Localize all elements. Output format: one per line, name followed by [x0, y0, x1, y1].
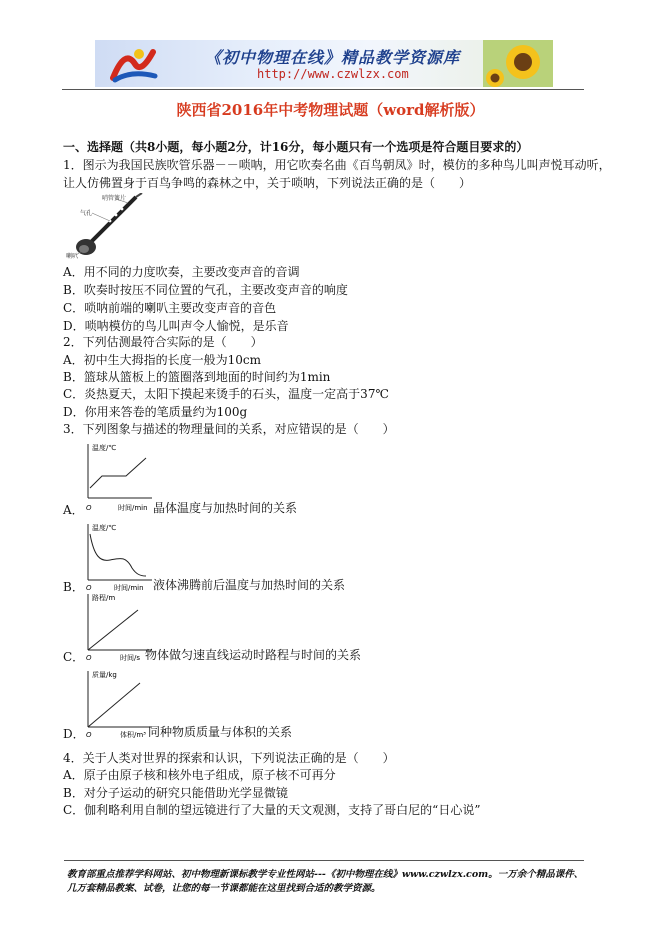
footer-line-2: 几万套精品教案、试卷，让您的每一节课都能在这里找到合适的教学资源。 — [67, 883, 381, 894]
banner-url[interactable]: http://www.czwlzx.com — [257, 67, 409, 81]
suona-figure — [66, 193, 146, 259]
q1-option-d: D．唢呐模仿的鸟儿叫声令人愉悦，是乐音 — [63, 319, 289, 333]
q1-stem-2: 让人仿佛置身于百鸟争鸣的森林之中，关于唢呐，下列说法正确的是（ ） — [63, 176, 472, 190]
q3-a-ylabel: 温度/℃ — [92, 444, 117, 452]
q3-d-ylabel: 质量/kg — [92, 671, 117, 679]
q1-option-b: B．吹奏时按压不同位置的气孔，主要改变声音的响度 — [63, 283, 348, 297]
fig-label-bell: 喇叭 — [66, 253, 79, 259]
q3-option-b-text: 液体沸腾前后温度与加热时间的关系 — [153, 578, 346, 592]
q1-option-c: C．唢呐前端的喇叭主要改变声音的音色 — [63, 301, 277, 315]
q3-a-origin: O — [86, 504, 92, 512]
q2-option-a: A．初中生大拇指的长度一般为10cm — [63, 353, 262, 367]
q3-b-origin: O — [86, 584, 92, 592]
q3-option-b-letter: B． — [63, 580, 84, 594]
q3-b-ylabel: 温度/℃ — [92, 524, 117, 532]
q4-option-a: A．原子由原子核和核外电子组成，原子核不可再分 — [63, 768, 336, 782]
fig-label-reed: 哨管簧片 — [102, 195, 127, 202]
q1-option-a: A．用不同的力度吹奏，主要改变声音的音调 — [63, 265, 300, 279]
q2-option-c: C．炎热夏天，太阳下摸起来烫手的石头，温度一定高于37℃ — [63, 387, 389, 401]
q3-a-xlabel: 时间/min — [118, 504, 148, 512]
q3-graph-a — [80, 438, 155, 512]
q2-stem: 2．下列估测最符合实际的是（ ） — [63, 335, 263, 349]
q3-stem: 3．下列图象与描述的物理量间的关系，对应错误的是（ ） — [63, 422, 395, 436]
header-banner — [95, 40, 553, 87]
q3-d-origin: O — [86, 731, 92, 739]
q2-option-d: D．你用来答卷的笔质量约为100g — [63, 405, 248, 419]
q3-graph-d — [80, 665, 155, 739]
q3-graph-b — [80, 518, 155, 592]
q4-stem: 4．关于人类对世界的探索和认识，下列说法正确的是（ ） — [63, 751, 395, 765]
q3-graph-c — [80, 588, 155, 662]
footer-rule — [64, 860, 584, 861]
q3-d-xlabel: 体积/m³ — [120, 731, 146, 739]
q3-c-origin: O — [86, 654, 92, 662]
sunflower-icon — [483, 40, 553, 87]
q4-option-b: B．对分子运动的研究只能借助光学显微镜 — [63, 786, 288, 800]
q3-option-d-text: 同种物质质量与体积的关系 — [148, 725, 293, 739]
page-title: 陕西省2016年中考物理试题（word解析版） — [176, 101, 485, 119]
q3-b-xlabel: 时间/min — [114, 584, 144, 592]
site-logo-icon — [105, 44, 161, 84]
banner-title: 《初中物理在线》精品教学资源库 — [205, 48, 461, 67]
q3-option-a-letter: A． — [63, 503, 84, 517]
q1-stem-1: 1．图示为我国民族吹管乐器－－唢呐，用它吹奏名曲《百鸟朝凤》时，模仿的多种鸟儿叫声悦耳动听， — [63, 158, 611, 172]
fig-label-holes: 气孔 — [80, 210, 93, 217]
section-heading: 一、选择题（共8小题，每小题2分，计16分，每小题只有一个选项是符合题目要求的） — [63, 140, 529, 154]
q3-option-c-text: 物体做匀速直线运动时路程与时间的关系 — [145, 648, 362, 662]
header-rule — [62, 89, 584, 90]
q3-c-ylabel: 路程/m — [92, 594, 116, 602]
q3-option-d-letter: D． — [63, 727, 85, 741]
q3-option-a-text: 晶体温度与加热时间的关系 — [153, 501, 298, 515]
footer-line-1: 教育部重点推荐学科网站、初中物理新课标教学专业性网站---《初中物理在线》www.czwlzx.com。一万余个精品课件、 — [67, 869, 584, 880]
q4-option-c: C．伽利略利用自制的望远镜进行了大量的天文观测，支持了哥白尼的“日心说” — [63, 803, 481, 817]
q3-option-c-letter: C． — [63, 650, 85, 664]
q3-c-xlabel: 时间/s — [120, 654, 141, 662]
q2-option-b: B．篮球从篮板上的篮圈落到地面的时间约为1min — [63, 370, 331, 384]
